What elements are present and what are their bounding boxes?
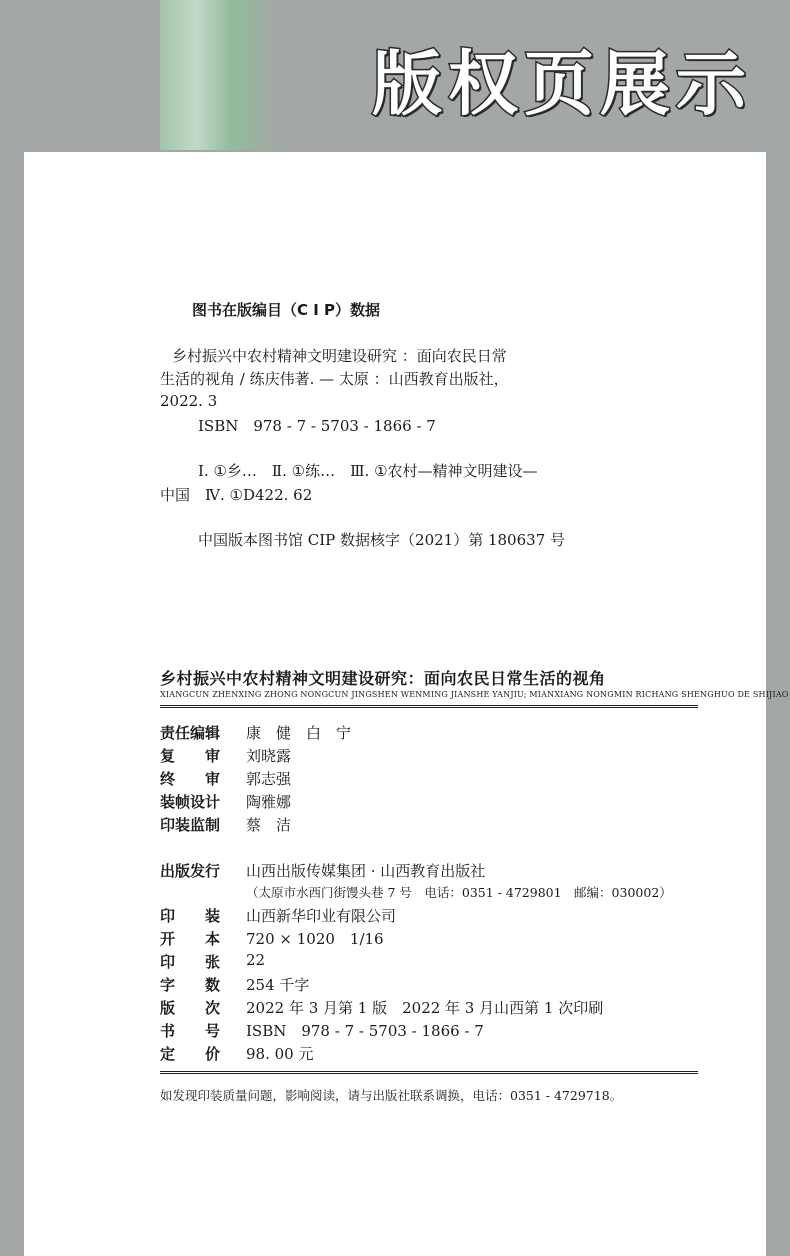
book-title-pinyin: XIANGCUN ZHENXING ZHONG NONGCUN JINGSHEN WENMING JIANSHE YANJIU; MIANXIANG NONGMIN RICHANG SHENGHUO DE SHIJIAO <box>160 690 789 699</box>
credit-value: 郭志强 <box>246 770 292 788</box>
banner-title: 版权页展示 <box>372 43 752 125</box>
cip-line: 乡村振兴中农村精神文明建设研究 ：面向农民日常 <box>172 347 507 365</box>
detail-value: 2022 年 3 月第 1 版 2022 年 3 月山西第 1 次印刷 <box>246 999 604 1017</box>
detail-label: 开 本 <box>160 930 221 948</box>
credit-label: 印装监制 <box>160 816 221 834</box>
cip-line: 2022. 3 <box>160 392 218 410</box>
credit-label: 装帧设计 <box>160 793 221 811</box>
detail-value: ISBN 978 - 7 - 5703 - 1866 - 7 <box>246 1022 484 1040</box>
detail-value: 22 <box>246 951 266 969</box>
detail-value: 720 × 1020 1/16 <box>246 930 384 948</box>
credit-label: 终 审 <box>160 770 221 788</box>
quality-notice: 如发现印装质量问题，影响阅读，请与出版社联系调换，电话：0351 - 4729718。 <box>160 1088 623 1103</box>
publisher-address: （太原市水西门街馒头巷 7 号 电话：0351 - 4729801 邮编：030002） <box>246 885 672 900</box>
cip-classification: 中国 Ⅳ. ①D422. 62 <box>160 486 313 504</box>
credit-value: 康 健 白 宁 <box>246 724 352 742</box>
cip-line: 生活的视角 / 练庆伟著. — 太原 ：山西教育出版社， <box>160 370 509 388</box>
credit-value: 蔡 洁 <box>246 816 292 834</box>
cip-heading: 图书在版编目（C I P）数据 <box>192 301 381 319</box>
detail-label: 版 次 <box>160 999 221 1017</box>
detail-label: 书 号 <box>160 1022 221 1040</box>
copyright-page <box>24 152 789 1256</box>
credit-label: 责任编辑 <box>160 724 221 742</box>
detail-label: 定 价 <box>160 1045 221 1063</box>
credit-value: 陶雅娜 <box>246 793 292 811</box>
detail-label: 印 张 <box>160 953 221 971</box>
detail-value: 山西新华印业有限公司 <box>246 907 397 925</box>
detail-label: 字 数 <box>160 976 221 994</box>
detail-value: 98. 00 元 <box>246 1045 314 1063</box>
publisher-value: 山西出版传媒集团 · 山西教育出版社 <box>246 862 486 880</box>
book-spine-decoration <box>160 0 280 150</box>
divider <box>160 705 698 708</box>
divider <box>160 1071 698 1074</box>
credit-label: 复 审 <box>160 747 221 765</box>
cip-classification: Ⅰ. ①乡… Ⅱ. ①练… Ⅲ. ①农村—精神文明建设— <box>198 462 538 480</box>
cip-record-number: 中国版本图书馆 CIP 数据核字（2021）第 180637 号 <box>198 531 566 549</box>
credit-value: 刘晓露 <box>246 747 292 765</box>
cip-isbn: ISBN 978 - 7 - 5703 - 1866 - 7 <box>198 417 436 435</box>
book-title: 乡村振兴中农村精神文明建设研究：面向农民日常生活的视角 <box>160 669 606 688</box>
detail-label: 印 装 <box>160 907 221 925</box>
publisher-label: 出版发行 <box>160 862 221 880</box>
detail-value: 254 千字 <box>246 976 310 994</box>
